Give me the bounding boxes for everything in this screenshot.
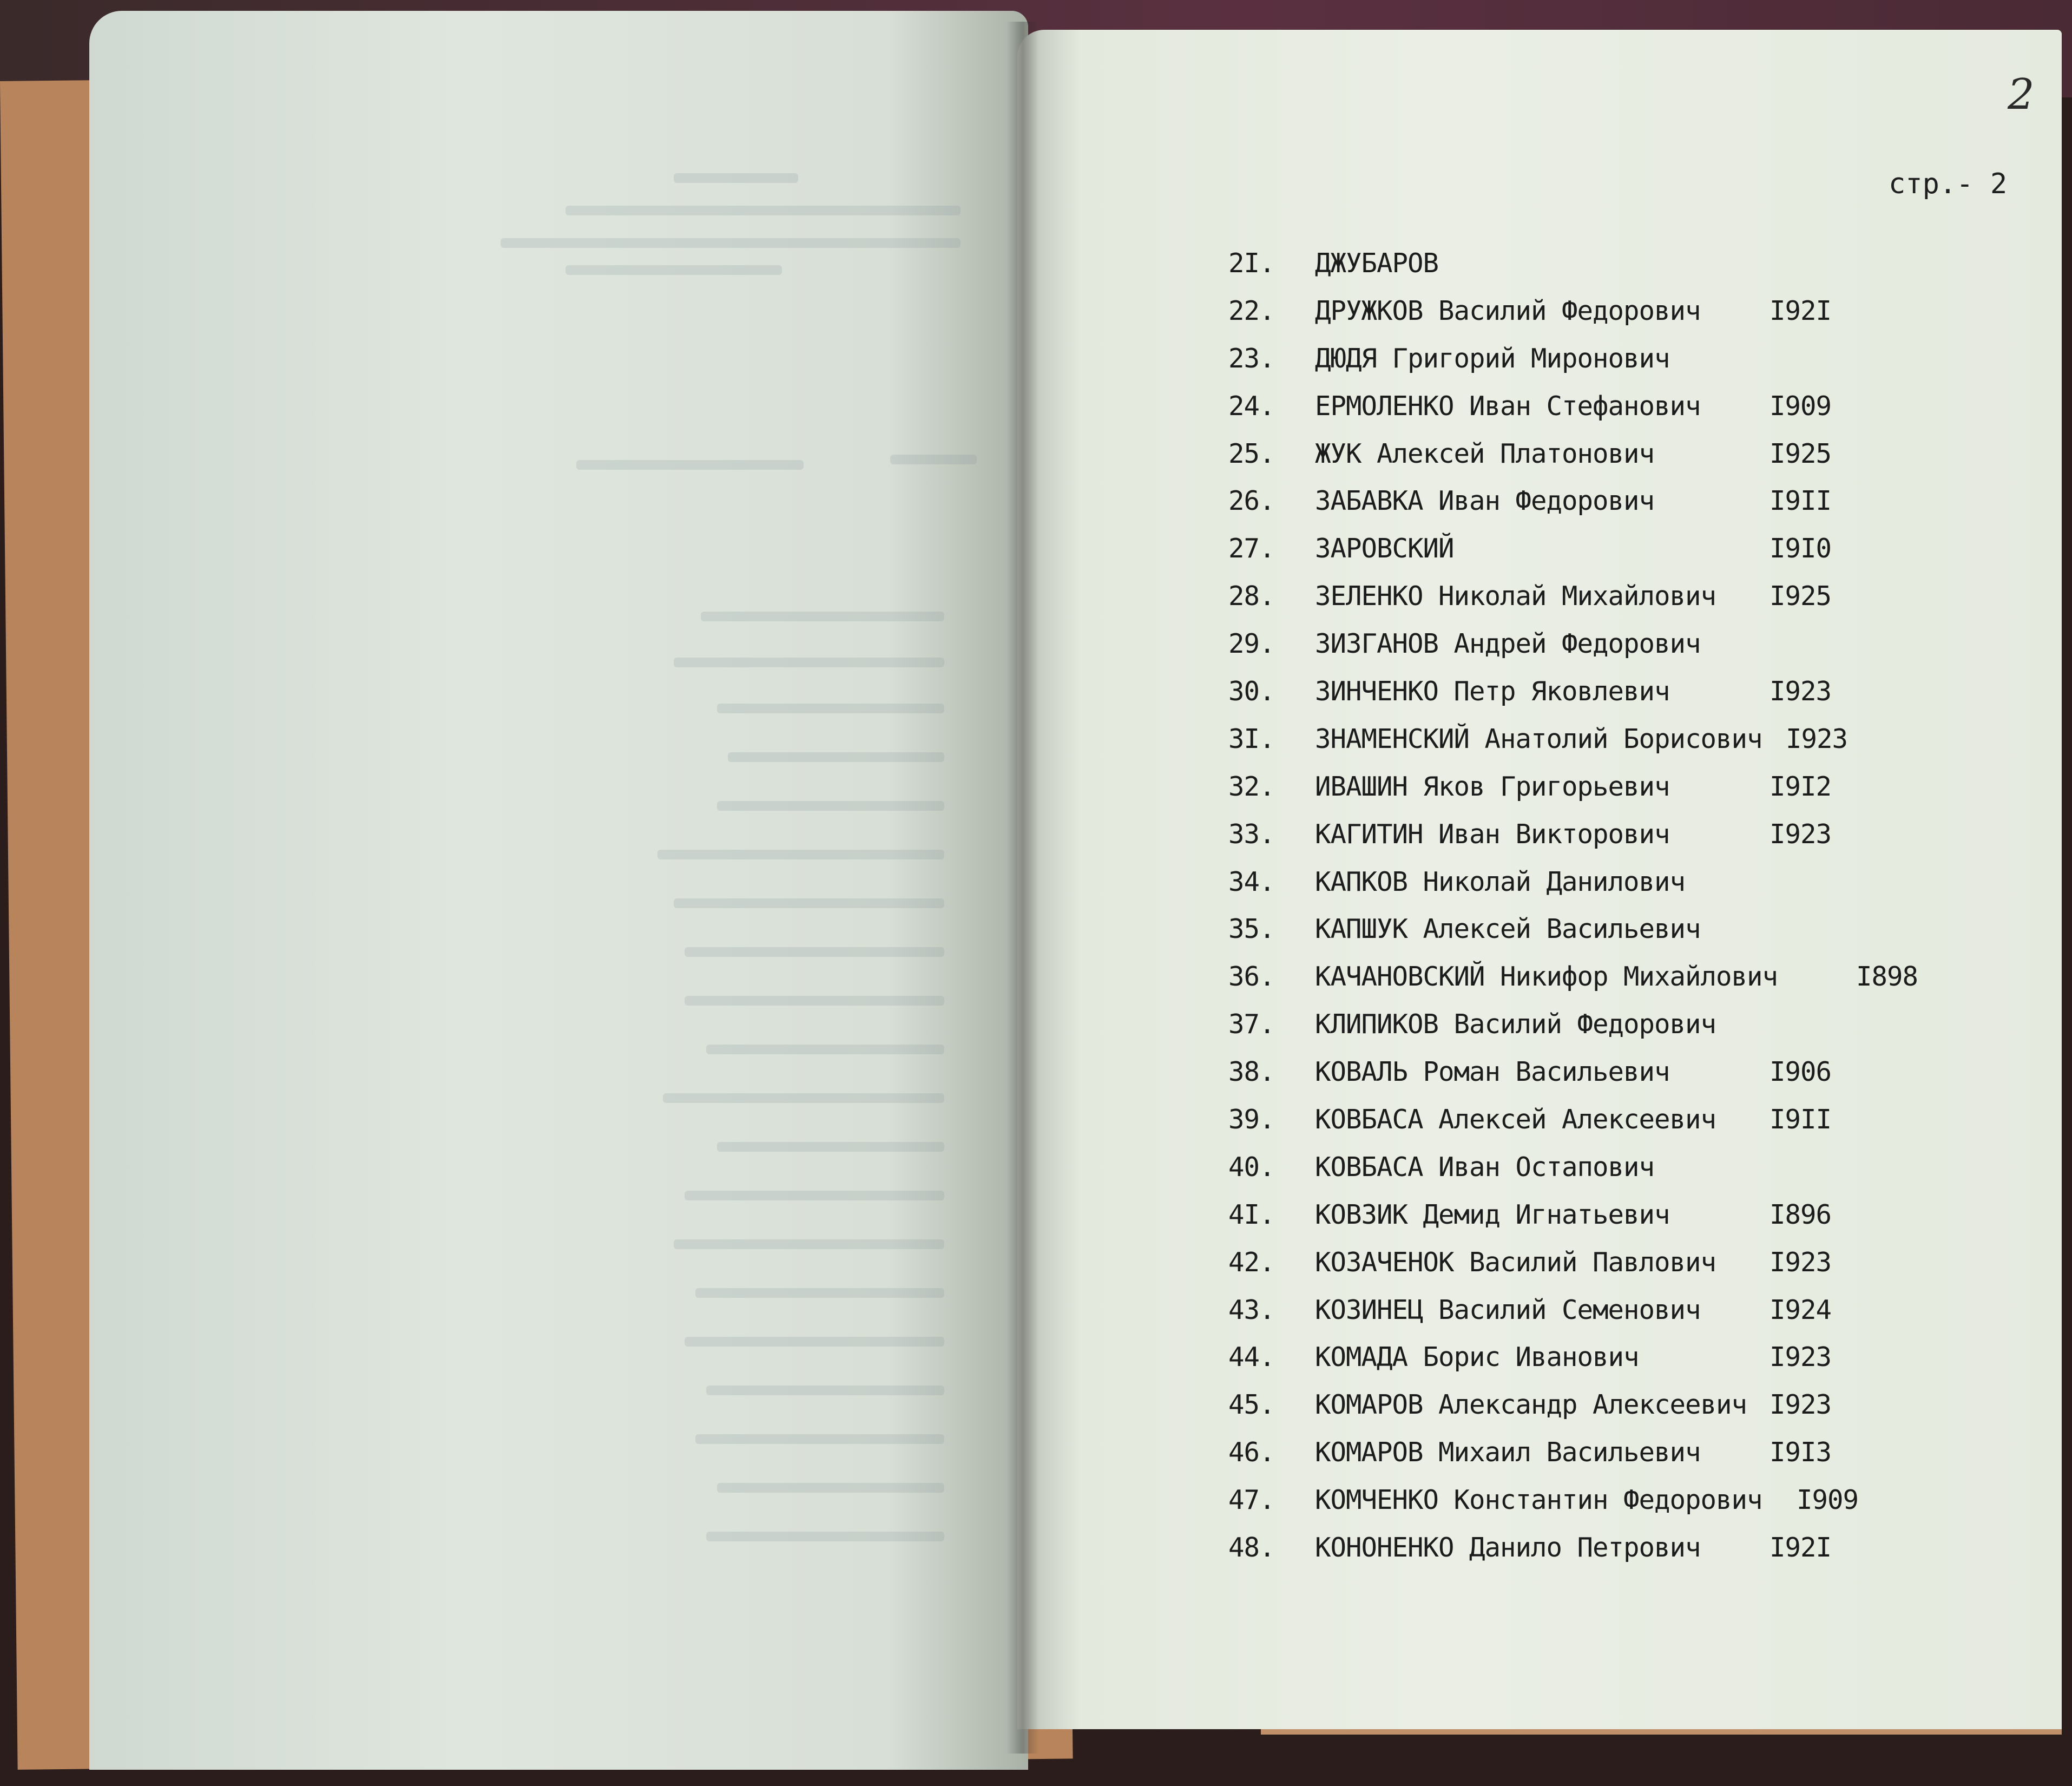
entry-year: I898: [1856, 961, 1918, 993]
entry-number: 48.: [1228, 1532, 1275, 1564]
entry-year: I9I0: [1770, 533, 1832, 564]
entry-year: I925: [1770, 438, 1832, 469]
entry-name: КОЗАЧЕНОК Василий Павлович: [1315, 1246, 1716, 1278]
entry-number: 24.: [1228, 390, 1275, 422]
entry-year: I923: [1770, 1342, 1832, 1373]
entry-year: I9II: [1770, 1104, 1832, 1135]
entry-number: 46.: [1228, 1437, 1275, 1468]
entry-number: 29.: [1228, 628, 1275, 660]
entry-number: 25.: [1228, 438, 1275, 469]
entry-year: I909: [1770, 390, 1832, 422]
entry-name: КОМАРОВ Александр Алексеевич: [1315, 1389, 1747, 1421]
entry-name: ЗИЗГАНОВ Андрей Федорович: [1315, 628, 1701, 660]
left-page: [89, 11, 1028, 1770]
entry-name: КАПКОВ Николай Данилович: [1315, 866, 1686, 897]
entry-name: КОМАДА Борис Иванович: [1315, 1342, 1639, 1373]
entry-year: I923: [1786, 723, 1848, 754]
entry-name: КОМАРОВ Михаил Васильевич: [1315, 1437, 1701, 1468]
entry-name: КОНОНЕНКО Данило Петрович: [1315, 1532, 1701, 1564]
entry-year: I896: [1770, 1199, 1832, 1230]
entry-name: КОВБАСА Иван Остапович: [1315, 1151, 1655, 1183]
entry-number: 40.: [1228, 1151, 1275, 1183]
entry-name: ДРУЖКОВ Василий Федорович: [1315, 295, 1701, 326]
entry-year: I9I2: [1770, 771, 1832, 802]
entry-name: КОМЧЕНКО Константин Федорович: [1315, 1485, 1762, 1516]
entry-name: КОВБАСА Алексей Алексеевич: [1315, 1104, 1716, 1135]
entry-number: 32.: [1228, 771, 1275, 802]
entry-name: ЗЕЛЕНКО Николай Михайлович: [1315, 581, 1716, 612]
handwritten-page-mark: 2: [2008, 70, 2035, 119]
entry-year: I924: [1770, 1294, 1832, 1325]
entry-name: КАПШУК Алексей Васильевич: [1315, 914, 1701, 945]
entry-number: 38.: [1228, 1056, 1275, 1088]
entry-name: ЗНАМЕНСКИЙ Анатолий Борисович: [1315, 723, 1762, 754]
entry-number: 36.: [1228, 961, 1275, 993]
entry-name: ЕРМОЛЕНКО Иван Стефанович: [1315, 390, 1701, 422]
entry-number: 28.: [1228, 581, 1275, 612]
entry-number: 22.: [1228, 295, 1275, 326]
entry-number: 34.: [1228, 866, 1275, 897]
book-spine-shadow: [1007, 22, 1039, 1754]
entry-number: 39.: [1228, 1104, 1275, 1135]
entry-year: I925: [1770, 581, 1832, 612]
entry-year: I923: [1770, 676, 1832, 707]
entry-year: I923: [1770, 818, 1832, 850]
entry-name: КАГИТИН Иван Викторович: [1315, 818, 1670, 850]
page-number: стр.- 2: [1889, 168, 2008, 200]
entry-year: I909: [1797, 1485, 1859, 1516]
entry-name: ДЖУБАРОВ: [1315, 248, 1439, 279]
entry-name: ЖУК Алексей Платонович: [1315, 438, 1655, 469]
entry-number: 30.: [1228, 676, 1275, 707]
entry-name: ИВАШИН Яков Григорьевич: [1315, 771, 1670, 802]
entry-year: I906: [1770, 1056, 1832, 1088]
entry-name: КЛИПИКОВ Василий Федорович: [1315, 1009, 1716, 1040]
entry-year: I92I: [1770, 295, 1832, 326]
entry-number: 26.: [1228, 485, 1275, 517]
entry-number: 4I.: [1228, 1199, 1275, 1230]
entry-year: I92I: [1770, 1532, 1832, 1564]
entry-year: I9II: [1770, 485, 1832, 517]
entry-name: КАЧАНОВСКИЙ Никифор Михайлович: [1315, 961, 1778, 993]
entry-number: 33.: [1228, 818, 1275, 850]
entry-number: 44.: [1228, 1342, 1275, 1373]
entry-year: I9I3: [1770, 1437, 1832, 1468]
entry-name: ЗИНЧЕНКО Петр Яковлевич: [1315, 676, 1670, 707]
entry-name: КОВЗИК Демид Игнатьевич: [1315, 1199, 1670, 1230]
entry-year: I923: [1770, 1246, 1832, 1278]
entry-number: 23.: [1228, 343, 1275, 374]
entry-name: КОВАЛЬ Роман Васильевич: [1315, 1056, 1670, 1088]
entry-number: 2I.: [1228, 248, 1275, 279]
entry-name: ДЮДЯ Григорий Миронович: [1315, 343, 1670, 374]
entry-number: 42.: [1228, 1246, 1275, 1278]
entry-year: I923: [1770, 1389, 1832, 1421]
entry-number: 43.: [1228, 1294, 1275, 1325]
entry-number: 3I.: [1228, 723, 1275, 754]
entry-number: 35.: [1228, 914, 1275, 945]
entry-number: 27.: [1228, 533, 1275, 564]
bleed-through-text: [89, 11, 1028, 1770]
entry-number: 47.: [1228, 1485, 1275, 1516]
entry-name: ЗАБАВКА Иван Федорович: [1315, 485, 1655, 517]
entry-name: КОЗИНЕЦ Василий Семенович: [1315, 1294, 1701, 1325]
entry-name: ЗАРОВСКИЙ: [1315, 533, 1454, 564]
entry-number: 37.: [1228, 1009, 1275, 1040]
entry-number: 45.: [1228, 1389, 1275, 1421]
